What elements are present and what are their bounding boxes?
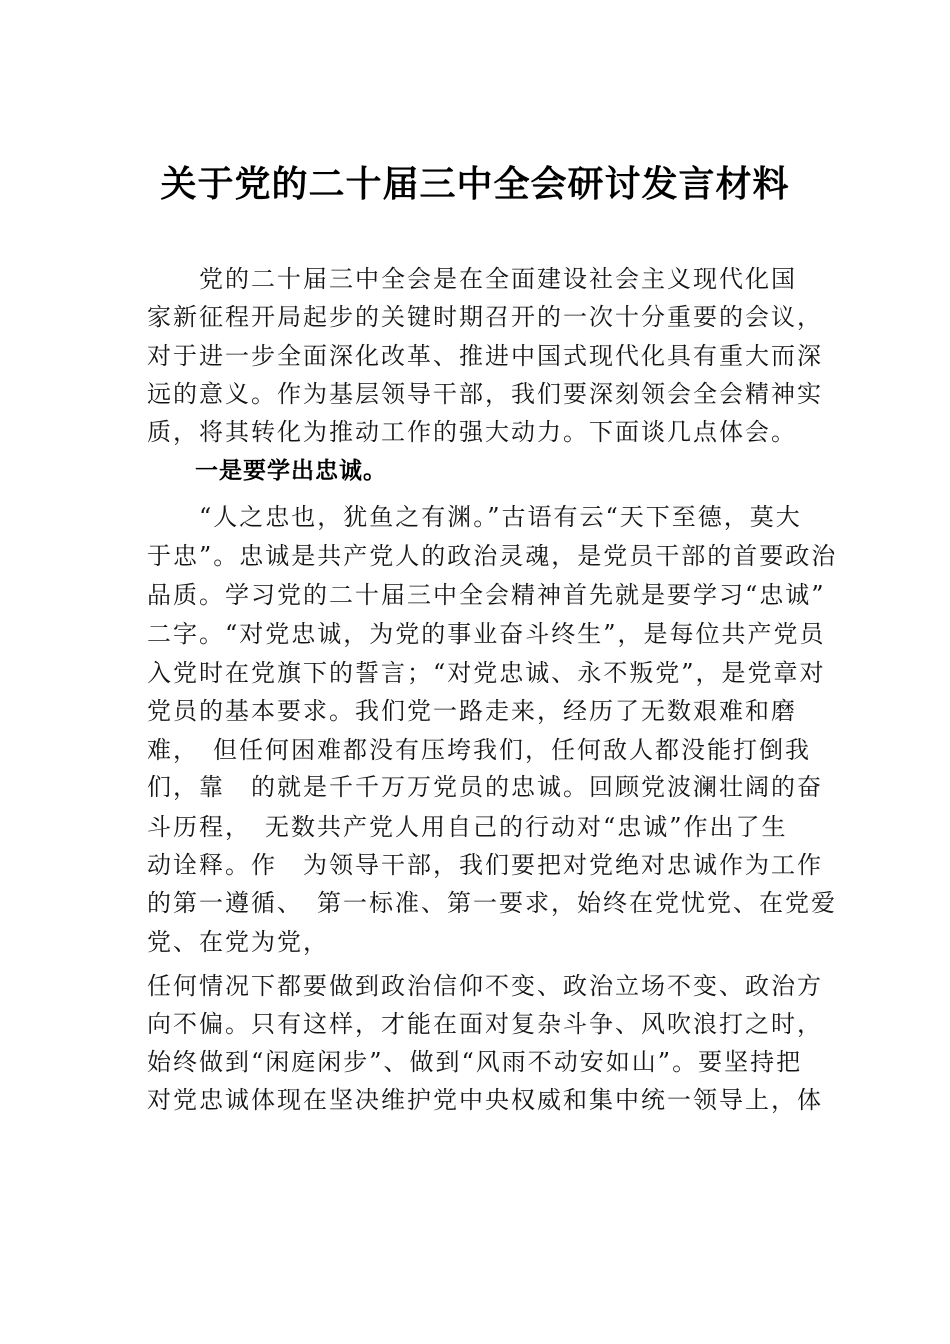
- paragraph-line: 始终做到“闲庭闲步”、做到“风雨不动安如山”。要坚持把: [147, 1048, 803, 1076]
- paragraph-line: 任何情况下都要做到政治信仰不变、政治立场不变、政治方: [147, 972, 823, 1000]
- paragraph-line: 向不偏。只有这样，才能在面对复杂斗争、风吹浪打之时，: [147, 1010, 823, 1038]
- paragraph-line: 动诠释。作 为领导干部，我们要把对党绝对忠诚作为工作: [147, 851, 823, 879]
- paragraph-line: 于忠”。忠诚是共产党人的政治灵魂，是党员干部的首要政治: [147, 542, 838, 570]
- paragraph-line: 入党时在党旗下的誓言；“对党忠诚、永不叛党”，是党章对: [147, 659, 826, 687]
- paragraph-line: 远的意义。作为基层领导干部，我们要深刻领会全会精神实: [147, 380, 823, 408]
- paragraph-line: 党、在党为党，: [147, 928, 329, 956]
- paragraph-line: 家新征程开局起步的关键时期召开的一次十分重要的会议，: [147, 303, 823, 331]
- paragraph-line: 们，靠 的就是千千万万党员的忠诚。回顾党波澜壮阔的奋: [147, 773, 823, 801]
- paragraph-line: “人之忠也，犹鱼之有渊。”古语有云“天下至德，莫大: [147, 503, 802, 531]
- paragraph-line: 难， 但任何困难都没有压垮我们，任何敌人都没能打倒我: [147, 736, 811, 764]
- document-title: 关于党的二十届三中全会研讨发言材料: [160, 163, 790, 205]
- paragraph-line: 对党忠诚体现在坚决维护党中央权威和集中统一领导上，体: [147, 1086, 823, 1114]
- paragraph-line: 党员的基本要求。我们党一路走来，经历了无数艰难和磨: [147, 697, 797, 725]
- paragraph-line: 质，将其转化为推动工作的强大动力。下面谈几点体会。: [147, 418, 797, 446]
- paragraph-line: 党的二十届三中全会是在全面建设社会主义现代化国: [147, 265, 797, 293]
- paragraph-line: 品质。学习党的二十届三中全会精神首先就是要学习“忠诚”: [147, 581, 826, 609]
- paragraph-line: 的第一遵循、 第一标准、第一要求，始终在党忧党、在党爱: [147, 889, 837, 917]
- paragraph-line: 二字。“对党忠诚，为党的事业奋斗终生”，是每位共产党员: [147, 620, 826, 648]
- paragraph-line: 斗历程， 无数共产党人用自己的行动对“忠诚”作出了生: [147, 813, 788, 841]
- section-heading: 一是要学出忠诚。: [147, 457, 387, 484]
- paragraph-line: 对于进一步全面深化改革、推进中国式现代化具有重大而深: [147, 342, 823, 370]
